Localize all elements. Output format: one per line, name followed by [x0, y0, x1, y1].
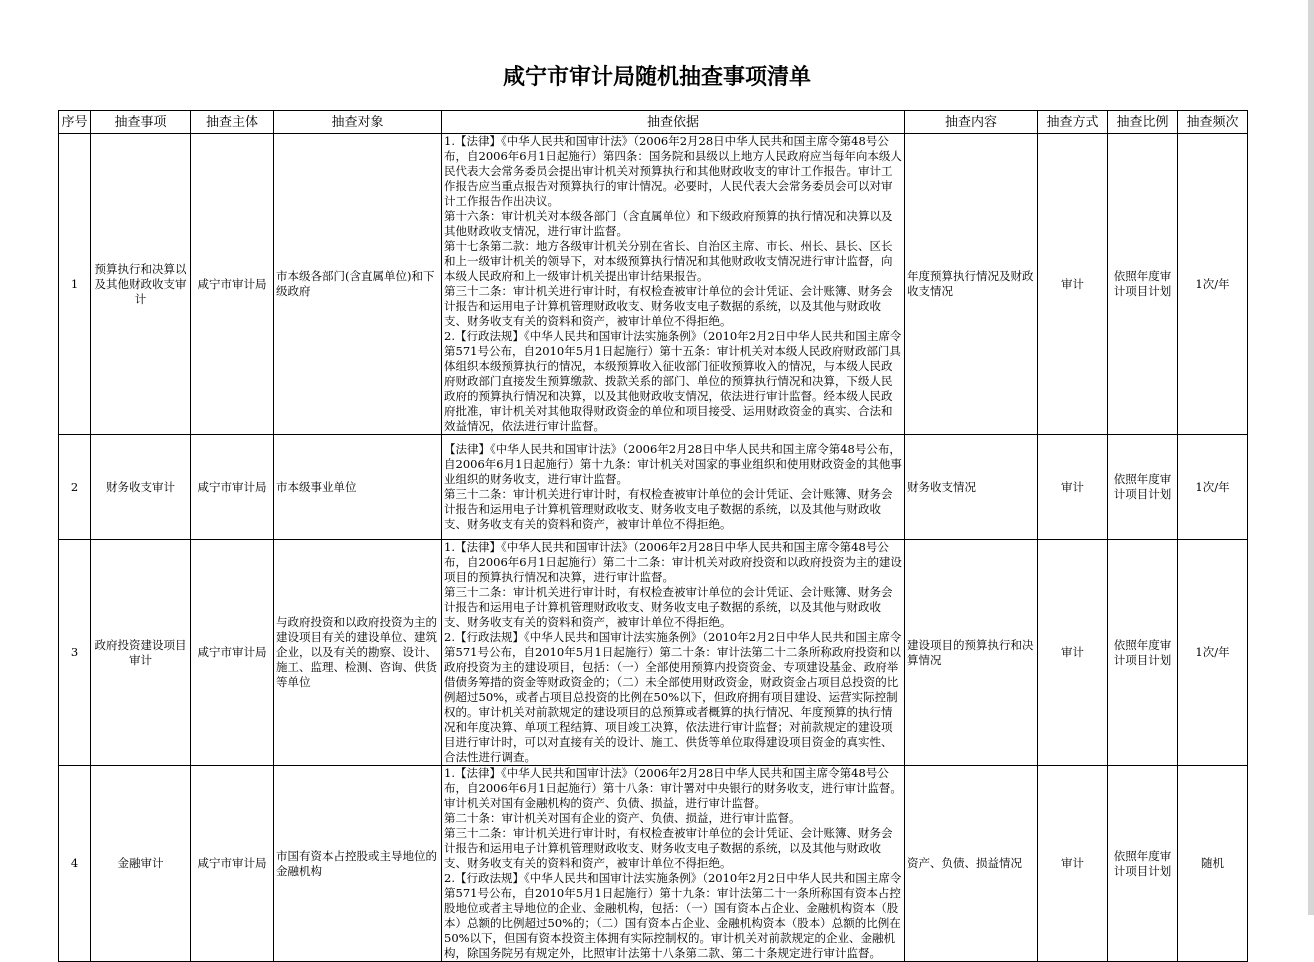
basis-paragraph: 第三十二条：审计机关进行审计时，有权检查被审计单位的会计凭证、会计账簿、财务会计报告和运用电子计算机管理财政收支、财务收支电子数据的系统，以及其他与财政收支、财务收支有关的资料和资产，被审计单位不得拒绝。: [444, 585, 893, 629]
row-basis: [442, 435, 905, 540]
row-seq: 2: [59, 435, 91, 540]
table-row: [59, 766, 1248, 962]
window-right-edge: [1308, 0, 1314, 915]
basis-paragraph: 【法律】《中华人民共和国审计法》（2006年2月28日中华人民共和国主席令第48号公布，自2006年6月1日起施行）第十九条：审计机关对国家的事业组织和使用财政资金的其他事业组织的财务收支，进行审计监督。: [444, 442, 902, 486]
row-method: 审计: [1038, 435, 1108, 540]
header-freq: 抽查频次: [1178, 111, 1248, 134]
header-seq: 序号: [59, 111, 91, 134]
row-freq: 随机: [1178, 766, 1248, 962]
row-method: 审计: [1038, 540, 1108, 766]
row-freq: 1次/年: [1178, 435, 1248, 540]
header-basis: 抽查依据: [442, 111, 905, 134]
row-basis: [442, 766, 905, 962]
row-subject: 咸宁市审计局: [191, 766, 274, 962]
row-method: 审计: [1038, 134, 1108, 435]
row-seq: 3: [59, 540, 91, 766]
row-item: 金融审计: [91, 766, 191, 962]
row-seq: 4: [59, 766, 91, 962]
row-target: 市本级各部门(含直属单位)和下级政府: [274, 134, 442, 435]
basis-paragraph: 1.【法律】《中华人民共和国审计法》（2006年2月28日中华人民共和国主席令第48号公布，自2006年6月1日起施行）第四条：国务院和县级以上地方人民政府应当每年向本级人民代表大会常务委员会提出审计机关对预算执行和其他财政收支的审计工作报告。审计工作报告应当重点报告对预算执行的审计情况。必要时，人民代表大会常务委员会可以对审计工作报告作出决议。: [444, 134, 902, 208]
basis-paragraph: 第三十二条：审计机关进行审计时，有权检查被审计单位的会计凭证、会计账簿、财务会计报告和运用电子计算机管理财政收支、财务收支电子数据的系统，以及其他与财政收支、财务收支有关的资料和资产，被审计单位不得拒绝。: [444, 487, 893, 531]
row-ratio: 依照年度审计项目计划: [1108, 766, 1178, 962]
basis-paragraph: 1.【法律】《中华人民共和国审计法》（2006年2月28日中华人民共和国主席令第48号公布，自2006年6月1日起施行）第二十二条：审计机关对政府投资和以政府投资为主的建设项目的预算执行情况和决算，进行审计监督。: [444, 540, 902, 584]
basis-paragraph: 1.【法律】《中华人民共和国审计法》（2006年2月28日中华人民共和国主席令第48号公布，自2006年6月1日起施行）第十八条：审计署对中央银行的财务收支，进行审计监督。审计机关对国有金融机构的资产、负债、损益，进行审计监督。: [444, 766, 902, 810]
header-row: [59, 111, 1248, 134]
basis-paragraph: 第三十二条：审计机关进行审计时，有权检查被审计单位的会计凭证、会计账簿、财务会计报告和运用电子计算机管理财政收支、财务收支电子数据的系统，以及其他与财政收支、财务收支有关的资料和资产，被审计单位不得拒绝。: [444, 284, 893, 328]
row-ratio: 依照年度审计项目计划: [1108, 540, 1178, 766]
spot-check-table: [58, 110, 1248, 962]
row-subject: 咸宁市审计局: [191, 134, 274, 435]
header-target: 抽查对象: [274, 111, 442, 134]
row-basis: [442, 540, 905, 766]
header-content: 抽查内容: [905, 111, 1038, 134]
basis-paragraph: 第二十条：审计机关对国有企业的资产、负债、损益，进行审计监督。: [444, 811, 801, 825]
row-ratio: 依照年度审计项目计划: [1108, 134, 1178, 435]
header-subject: 抽查主体: [191, 111, 274, 134]
table-row: [59, 134, 1248, 435]
row-item: 财务收支审计: [91, 435, 191, 540]
row-item: 政府投资建设项目审计: [91, 540, 191, 766]
table-row: [59, 540, 1248, 766]
basis-paragraph: 第三十二条：审计机关进行审计时，有权检查被审计单位的会计凭证、会计账簿、财务会计报告和运用电子计算机管理财政收支、财务收支电子数据的系统，以及其他与财政收支、财务收支有关的资料和资产，被审计单位不得拒绝。: [444, 826, 893, 870]
row-freq: 1次/年: [1178, 134, 1248, 435]
row-target: 市本级事业单位: [274, 435, 442, 540]
basis-paragraph: 第十七条第二款：地方各级审计机关分别在省长、自治区主席、市长、州长、县长、区长和上一级审计机关的领导下，对本级预算执行情况和其他财政收支情况进行审计监督，向本级人民政府和上一级审计机关提出审计结果报告。: [444, 239, 893, 283]
header-method: 抽查方式: [1038, 111, 1108, 134]
basis-paragraph: 2.【行政法规】《中华人民共和国审计法实施条例》（2010年2月2日中华人民共和国主席令第571号公布，自2010年5月1日起施行）第十九条：审计法第二十一条所称国有资本占控股地位或者主导地位的企业、金融机构，包括：（一）国有资本占企业、金融机构资本（股本）总额的比例超过50%的；（二）国有资本占企业、金融机构资本（股本）总额的比例在50%以下，但国有资本投资主体拥有实际控制权的。审计机关对前款规定的企业、金融机构，除国务院另有规定外，比照审计法第十八条第二款、第二十条规定进行审计监督。: [444, 871, 902, 960]
page-title: 咸宁市审计局随机抽查事项清单: [502, 64, 811, 90]
row-target: 与政府投资和以政府投资为主的建设项目有关的建设单位、建筑企业，以及有关的勘察、设计、施工、监理、检测、咨询、供货等单位: [274, 540, 442, 766]
row-content: 资产、负债、损益情况: [905, 766, 1038, 962]
row-content: 建设项目的预算执行和决算情况: [905, 540, 1038, 766]
row-content: 财务收支情况: [905, 435, 1038, 540]
header-ratio: 抽查比例: [1108, 111, 1178, 134]
row-subject: 咸宁市审计局: [191, 435, 274, 540]
basis-paragraph: 第十六条：审计机关对本级各部门（含直属单位）和下级政府预算的执行情况和决算以及其他财政收支情况，进行审计监督。: [444, 209, 893, 238]
row-target: 市国有资本占控股或主导地位的金融机构: [274, 766, 442, 962]
basis-paragraph: 2.【行政法规】《中华人民共和国审计法实施条例》（2010年2月2日中华人民共和国主席令第571号公布，自2010年5月1日起施行）第二十条：审计法第二十二条所称政府投资和以政府投资为主的建设项目，包括：（一）全部使用预算内投资资金、专项建设基金、政府举借债务筹措的资金等财政资金的；（二）未全部使用财政资金，财政资金占项目总投资的比例超过50%，或者占项目总投资的比例在50%以下，但政府拥有项目建设、运营实际控制权的。审计机关对前款规定的建设项目的总预算或者概算的执行情况、年度预算的执行情况和年度决算、单项工程结算、项目竣工决算，依法进行审计监督；对前款规定的建设项目进行审计时，可以对直接有关的设计、施工、供货等单位取得建设项目资金的真实性、合法性进行调查。: [444, 630, 902, 764]
row-ratio: 依照年度审计项目计划: [1108, 435, 1178, 540]
row-seq: 1: [59, 134, 91, 435]
row-item: 预算执行和决算以及其他财政收支审计: [91, 134, 191, 435]
row-subject: 咸宁市审计局: [191, 540, 274, 766]
row-freq: 1次/年: [1178, 540, 1248, 766]
row-basis: [442, 134, 905, 435]
basis-paragraph: 2.【行政法规】《中华人民共和国审计法实施条例》（2010年2月2日中华人民共和国主席令第571号公布，自2010年5月1日起施行）第十五条：审计机关对本级人民政府财政部门具体组织本级预算执行的情况，本级预算收入征收部门征收预算收入的情况，与本级人民政府财政部门直接发生预算缴款、拨款关系的部门、单位的预算执行情况和决算，下级人民政府的预算执行情况和决算，以及其他财政收支情况，依法进行审计监督。经本级人民政府批准，审计机关对其他取得财政资金的单位和项目接受、运用财政资金的真实、合法和效益情况，依法进行审计监督。: [444, 329, 902, 433]
row-content: 年度预算执行情况及财政收支情况: [905, 134, 1038, 435]
row-method: 审计: [1038, 766, 1108, 962]
header-item: 抽查事项: [91, 111, 191, 134]
table-row: [59, 435, 1248, 540]
